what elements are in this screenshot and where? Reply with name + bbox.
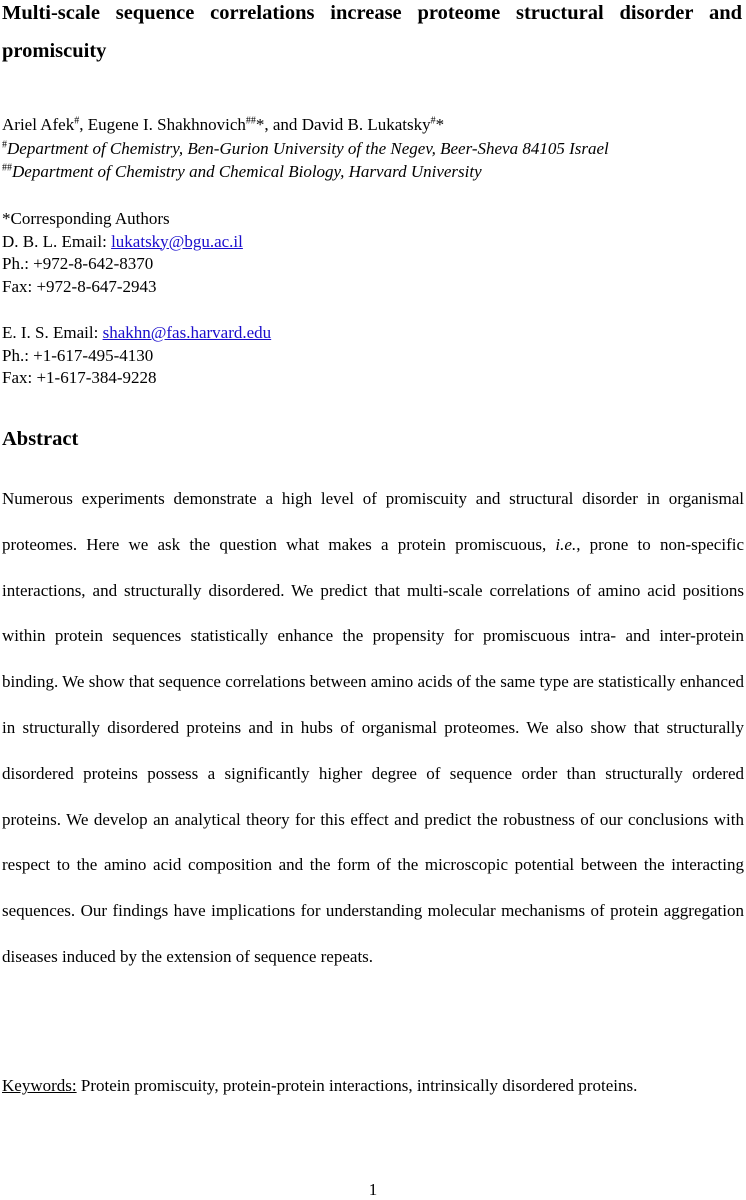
- corresponding-mark: *: [435, 115, 445, 134]
- affiliation-text: Department of Chemistry, Ben-Gurion University of the Negev, Beer-Sheva 84105 Israel: [7, 139, 609, 158]
- contact-block-shakhnovich: [2, 322, 271, 390]
- affiliation-ben-gurion: [2, 138, 609, 160]
- affiliation-mark: #: [74, 115, 80, 127]
- email-label: E. I. S. Email:: [2, 323, 103, 342]
- abstract-body: [2, 476, 744, 980]
- abstract-text-part: , prone to non-specific interactions, and structurally disordered. We predict that multi-scale correlations of amino acid positions within protein sequences statistically enhance the propensity for promiscuous intra- and inter-protein binding. We show that sequence correlations between amino acids of the same type are statistically enhanced in structurally disordered proteins and in hubs of organismal proteomes. We also show that structurally disordered proteins possess a significantly higher degree of sequence order than structurally ordered proteins. We develop an analytical theory for this effect and predict the robustness of our conclusions with respect to the amino acid composition and the form of the microscopic potential between the interacting sequences. Our findings have implications for understanding molecular mechanisms of protein aggregation diseases induced by the extension of sequence repeats.: [2, 534, 744, 966]
- author-lukatsky: David B. Lukatsky: [301, 115, 431, 134]
- fax-row: Fax: +1-617-384-9228: [2, 368, 157, 387]
- keywords-text: Protein promiscuity, protein-protein interactions, intrinsically disordered proteins.: [76, 1076, 638, 1095]
- paper-title: Multi-scale sequence correlations increase proteome structural disorder and promiscuity: [2, 2, 742, 62]
- affiliation-mark: ##: [245, 115, 256, 127]
- author-shakhnovich: Eugene I. Shakhnovich: [87, 115, 246, 134]
- affiliation-harvard: [2, 161, 482, 183]
- affiliation-text: Department of Chemistry and Chemical Biology, Harvard University: [12, 162, 482, 181]
- phone-row: Ph.: +972-8-642-8370: [2, 254, 154, 273]
- author-afek: Ariel Afek: [2, 115, 75, 134]
- email-label: D. B. L. Email:: [2, 231, 112, 251]
- author-separator: ,: [79, 115, 88, 134]
- affiliation-mark: ##: [2, 162, 12, 174]
- email-link[interactable]: lukatsky@bgu.ac.il: [111, 231, 243, 251]
- email-row: [2, 322, 271, 345]
- page-number: 1: [368, 1180, 378, 1199]
- fax-row: Fax: +972-8-647-2943: [2, 276, 157, 296]
- author-list: [2, 114, 444, 136]
- keywords: [2, 1076, 637, 1096]
- email-link[interactable]: shakhn@fas.harvard.edu: [102, 323, 272, 342]
- contact-block-lukatsky: [2, 208, 243, 298]
- email-row: [2, 231, 243, 254]
- corresponding-heading: *Corresponding Authors: [2, 209, 170, 228]
- abstract-ie: i.e.: [555, 534, 577, 554]
- abstract-text-part: Numerous experiments demonstrate a high level of promiscuity and structural disorder in organismal proteomes. Here we ask the question what makes a protein promiscuous,: [2, 489, 744, 554]
- affiliation-mark: #: [430, 115, 436, 127]
- keywords-label: Keywords:: [2, 1076, 77, 1095]
- abstract-heading: Abstract: [2, 428, 79, 450]
- phone-row: Ph.: +1-617-495-4130: [2, 345, 154, 365]
- affiliation-mark: #: [2, 139, 7, 151]
- author-separator: *, and: [255, 115, 302, 134]
